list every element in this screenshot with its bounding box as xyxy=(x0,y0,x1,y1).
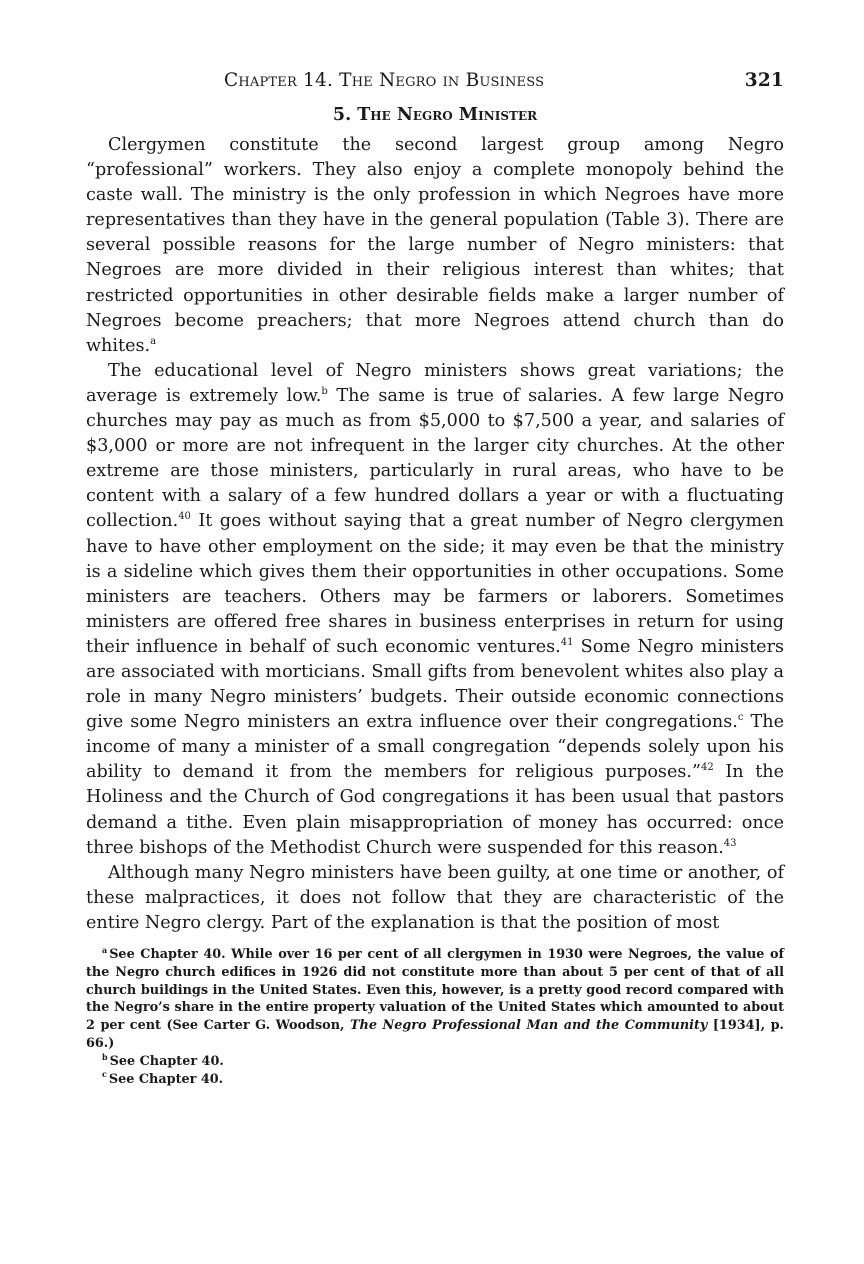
footnote-ref: 42 xyxy=(701,762,714,774)
paragraph-text: Although many Negro ministers have been guilty, at one time or another, of these malpractices, it does not follow that they are characteristic of the entire Negro clergy. Part of the explanation is that the position of most xyxy=(86,862,784,933)
paragraph-3 xyxy=(86,861,784,936)
footnote-b xyxy=(86,1053,784,1071)
footnote-ref: 43 xyxy=(723,837,737,849)
page-number: 321 xyxy=(744,70,784,91)
footnote-ref: c xyxy=(737,712,744,724)
chapter-title: Chapter 14. The Negro in Business xyxy=(224,70,545,91)
footnote-text: See Chapter 40. xyxy=(109,1053,224,1069)
paragraph-text: The educational level of Negro ministers shows great variations; the average is extremely low. xyxy=(86,360,784,406)
footnote-a xyxy=(86,946,784,1053)
footnote-text: See Chapter 40. xyxy=(108,1071,224,1087)
paragraph-2 xyxy=(86,359,784,861)
footnote-mark: a xyxy=(102,944,108,955)
footnote-ref: 40 xyxy=(178,511,191,523)
running-header xyxy=(86,70,784,91)
footnote-mark: b xyxy=(102,1051,108,1062)
paragraph-text: It goes without saying that a great number of Negro clergymen have to have other employment on the side; it may even be that the ministry is a sideline which gives them their opportunities in other occupations. Some ministers are teachers. Others may be farmers or laborers. Sometimes ministers are offered free shares in business enterprises in return for using their influence in behalf of such economic ventures. xyxy=(86,511,784,657)
footnotes xyxy=(86,946,784,1088)
footnote-ref: b xyxy=(321,386,328,398)
section-title: 5. The Negro Minister xyxy=(332,105,538,125)
paragraph-text: Clergymen constitute the second largest group among Negro “professional” workers. They also enjoy a complete monopoly behind the caste wall. The ministry is the only profession in which Negroes have more representatives than they have in the general population (Table 3). There are several possible reasons for the large number of Negro ministers: that Negroes are more divided in their religious interest than whites; that restricted opportunities in other desirable fields make a larger number of Negroes become preachers; that more Negroes attend church than do whites. xyxy=(86,135,784,356)
paragraph-text: The same is true of salaries. A few large Negro churches may pay as much as from $5,000 to $7,500 a year, and salaries of $3,000 or more are not infrequent in the larger city churches. At the other extreme are those ministers, particularly in rural areas, who have to be content with a salary of a few hundred dollars a year or with a fluctuating collection. xyxy=(86,385,784,532)
paragraph-text: Some Negro ministers are associated with morticians. Small gifts from benevolent whites also play a role in many Negro ministers’ budgets. Their outside economic connections give some Negro ministers an extra influence over their congregations. xyxy=(86,636,785,733)
footnote-ref: 41 xyxy=(560,637,574,649)
footnote-ref: a xyxy=(150,335,157,347)
paragraph-text: In the Holiness and the Church of God congregations it has been usual that pastors demand a tithe. Even plain misappropriation of money has occurred: once three bishops of the Methodist Church were suspended for this reason. xyxy=(86,762,785,858)
footnote-text: See Chapter 40. While over 16 per cent of all clergymen in 1930 were Negroes, the value of the Negro church edifices in 1926 did not constitute more than about 5 per cent of that of all church buildings in the United States. Even this, however, is a pretty good record compared with the Negro’s share in the entire property valuation of the United States which amounted to about 2 per cent (See Carter G. Woodson, xyxy=(86,947,784,1034)
footnote-c xyxy=(86,1071,784,1089)
footnote-text: [1934], p. 66.) xyxy=(86,1018,784,1051)
paragraph-text: The income of many a minister of a small congregation “depends solely upon his ability to demand it from the members for religious purposes.” xyxy=(86,712,785,783)
paragraph-1 xyxy=(86,133,784,359)
footnote-mark: c xyxy=(102,1069,107,1080)
book-page xyxy=(86,70,784,1088)
footnote-book-title: The Negro Professional Man and the Community xyxy=(350,1018,708,1034)
